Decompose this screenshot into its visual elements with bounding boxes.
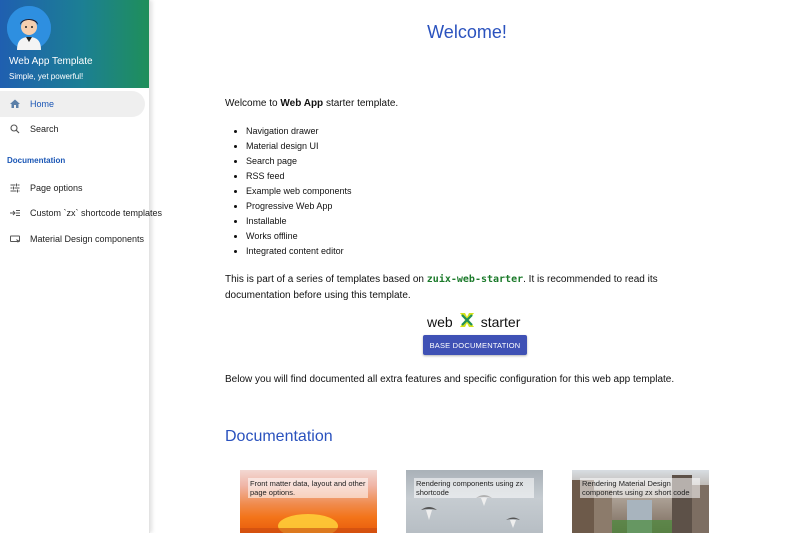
base-documentation-button[interactable]: BASE DOCUMENTATION: [423, 335, 527, 355]
list-item: • Integrated content editor: [246, 246, 352, 261]
nav-item-label: Search: [30, 124, 59, 134]
documentation-heading: Documentation: [225, 428, 333, 445]
logo-left-text: web: [427, 313, 453, 330]
intro-prefix: Welcome to: [225, 98, 281, 109]
list-item: • Navigation drawer: [246, 126, 352, 141]
list-item: • Progressive Web App: [246, 201, 352, 216]
card-caption: Rendering Material Design components using zx short code: [580, 478, 700, 498]
logo-right-text: starter: [480, 313, 521, 330]
list-item: • Works offline: [246, 231, 352, 246]
card-caption: Rendering components using zx shortcode: [414, 478, 534, 498]
main-content: [151, 0, 800, 533]
search-icon: [8, 122, 22, 136]
nav-item-label: Home: [30, 99, 55, 109]
starter-logo-icon: [459, 312, 475, 331]
app-subtitle: Simple, yet powerful!: [9, 72, 84, 81]
avatar: [7, 6, 51, 50]
nav-item-custom-shortcode[interactable]: [0, 200, 163, 226]
description-paragraph: [225, 272, 725, 304]
nav-item-label: Page options: [30, 183, 83, 193]
doc-card-page-options[interactable]: [240, 470, 377, 533]
list-item: • Search page: [246, 156, 352, 171]
nav-item-search[interactable]: [0, 116, 59, 142]
web-starter-logo: [427, 312, 520, 331]
nav-item-label: Material Design components: [30, 234, 145, 244]
list-item: • RSS feed: [246, 171, 352, 186]
nav-item-home[interactable]: [0, 91, 145, 117]
navigation-drawer: [0, 0, 163, 533]
card-caption: Front matter data, layout and other page options.: [248, 478, 368, 498]
intro-bold: Web App: [280, 98, 324, 109]
intro-suffix: starter template.: [323, 98, 399, 109]
nav-section-title: Documentation: [7, 156, 66, 165]
home-icon: [8, 97, 22, 111]
code-link[interactable]: zuix-web-starter: [426, 274, 524, 285]
feature-list: [246, 126, 352, 261]
list-item: • Installable: [246, 216, 352, 231]
shortcode-icon: [8, 206, 22, 220]
doc-card-material-design[interactable]: [572, 470, 709, 533]
para-suffix: . It is recommended to read its documentation before using this template.: [225, 274, 658, 301]
list-item: • Example web components: [246, 186, 352, 201]
drawer-header: [0, 0, 149, 88]
page-title: Welcome!: [427, 22, 507, 42]
doc-card-shortcode[interactable]: [406, 470, 543, 533]
app-title: Web App Template: [9, 56, 93, 67]
tune-icon: [8, 181, 22, 195]
intro-text: [225, 98, 398, 109]
list-item: • Material design UI: [246, 141, 352, 156]
component-icon: [8, 232, 22, 246]
nav-item-label: Custom `zx` shortcode templates: [30, 208, 163, 218]
nav-item-page-options[interactable]: [0, 175, 83, 201]
below-text: Below you will find documented all extra features and specific configuration for this web app template.: [225, 374, 675, 385]
nav-item-material-design[interactable]: [0, 226, 145, 252]
para-prefix: This is part of a series of templates based on: [225, 274, 427, 285]
